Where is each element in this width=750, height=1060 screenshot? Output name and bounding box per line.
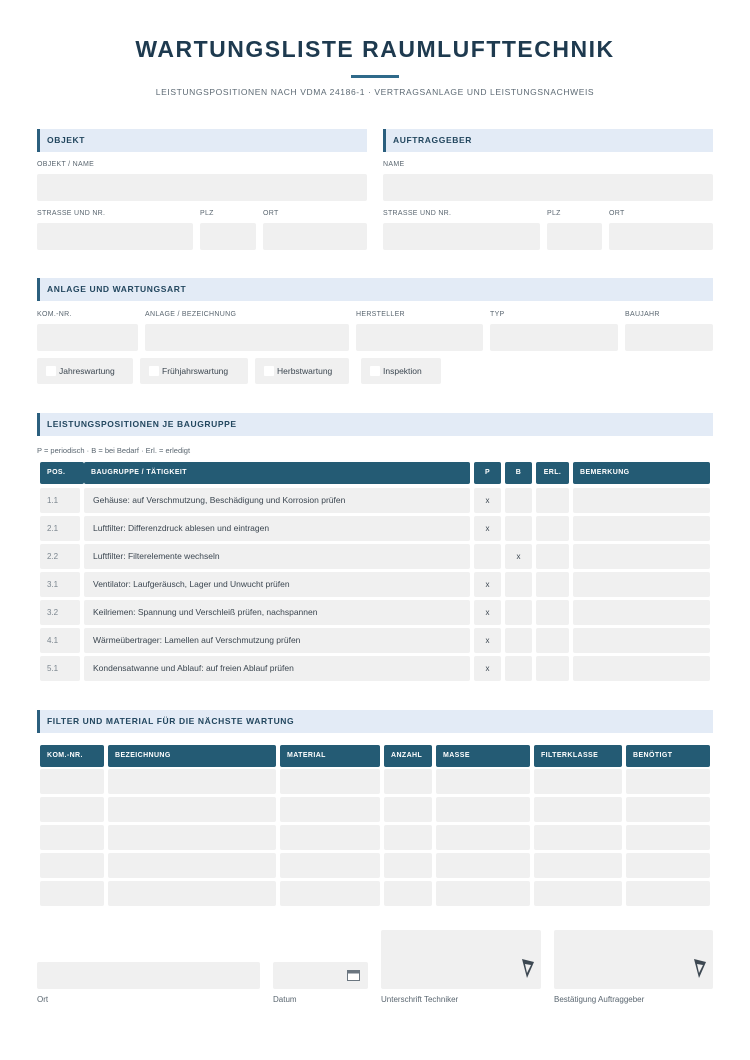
checkbox-box[interactable]: [264, 366, 274, 376]
cell-bemerkung[interactable]: [573, 572, 710, 597]
filter-cell[interactable]: [436, 881, 530, 906]
cell-erl[interactable]: [536, 488, 569, 513]
filter-cell[interactable]: [40, 797, 104, 822]
anlage-typ-field[interactable]: [490, 324, 618, 351]
cell-b: [505, 628, 532, 653]
filter-cell[interactable]: [436, 797, 530, 822]
cell-task: Ventilator: Laufgeräusch, Lager und Unwucht prüfen: [84, 572, 470, 597]
anlage-baujahr-label: BAUJAHR: [625, 311, 660, 318]
checkbox-jahreswartung[interactable]: [37, 358, 133, 384]
filter-cell[interactable]: [626, 797, 710, 822]
filter-cell[interactable]: [108, 853, 276, 878]
cell-pos: 3.1: [40, 572, 80, 597]
filter-cell[interactable]: [108, 797, 276, 822]
checkbox-label: Inspektion: [383, 366, 422, 376]
filter-cell[interactable]: [384, 881, 432, 906]
cell-erl[interactable]: [536, 628, 569, 653]
objekt-street-field[interactable]: [37, 223, 193, 250]
cell-bemerkung[interactable]: [573, 488, 710, 513]
cell-erl[interactable]: [536, 516, 569, 541]
anlage-bezeichnung-label: ANLAGE / BEZEICHNUNG: [145, 311, 237, 318]
cell-b: [505, 572, 532, 597]
auftraggeber-plz-label: PLZ: [547, 210, 561, 217]
leistung-legend: P = periodisch · B = bei Bedarf · Erl. = erledigt: [37, 446, 191, 455]
auftraggeber-name-label: NAME: [383, 161, 405, 168]
anlage-hersteller-field[interactable]: [356, 324, 483, 351]
cell-b: x: [505, 544, 532, 569]
cell-task: Wärmeübertrager: Lamellen auf Verschmutzung prüfen: [84, 628, 470, 653]
filter-cell[interactable]: [626, 825, 710, 850]
section-auftraggeber-header: AUFTRAGGEBER: [383, 129, 713, 152]
checkbox-box[interactable]: [370, 366, 380, 376]
signature-auftraggeber-field[interactable]: [554, 930, 713, 989]
anlage-bezeichnung-field[interactable]: [145, 324, 349, 351]
col-b: B: [505, 462, 532, 484]
techniker-label: Unterschrift Techniker: [381, 995, 459, 1004]
cell-task: Keilriemen: Spannung und Verschleiß prüfen, nachspannen: [84, 600, 470, 625]
col-taetigkeit: BAUGRUPPE / TÄTIGKEIT: [84, 462, 470, 484]
filter-cell[interactable]: [40, 825, 104, 850]
col-filter-benoetigt: BENÖTIGT: [626, 745, 710, 767]
section-anlage-header: ANLAGE UND WARTUNGSART: [37, 278, 713, 301]
objekt-street-label: STRASSE UND NR.: [37, 210, 106, 217]
auftraggeber-ort-label: ORT: [609, 210, 625, 217]
col-bemerkung: BEMERKUNG: [573, 462, 710, 484]
col-filter-komnr: KOM.-NR.: [40, 745, 104, 767]
auftraggeber-plz-field[interactable]: [547, 223, 602, 250]
filter-cell[interactable]: [280, 853, 380, 878]
filter-cell[interactable]: [436, 853, 530, 878]
filter-cell[interactable]: [280, 797, 380, 822]
filter-cell[interactable]: [40, 769, 104, 794]
col-p: P: [474, 462, 501, 484]
cell-bemerkung[interactable]: [573, 516, 710, 541]
filter-cell[interactable]: [108, 769, 276, 794]
filter-cell[interactable]: [626, 881, 710, 906]
cell-p: x: [474, 572, 501, 597]
anlage-typ-label: TYP: [490, 311, 505, 318]
objekt-plz-field[interactable]: [200, 223, 256, 250]
cell-erl[interactable]: [536, 544, 569, 569]
pen-icon: [521, 958, 535, 980]
auftraggeber-street-field[interactable]: [383, 223, 540, 250]
cell-b: [505, 516, 532, 541]
cell-p: [474, 544, 501, 569]
cell-erl[interactable]: [536, 572, 569, 597]
checkbox-fruehjahrswartung[interactable]: [140, 358, 248, 384]
auftraggeber-label: Bestätigung Auftraggeber: [554, 995, 645, 1004]
objekt-name-field[interactable]: [37, 174, 367, 201]
section-leistung-header: LEISTUNGSPOSITIONEN JE BAUGRUPPE: [37, 413, 713, 436]
cell-b: [505, 656, 532, 681]
checkbox-label: Jahreswartung: [59, 366, 115, 376]
anlage-komnr-field[interactable]: [37, 324, 138, 351]
ort-label: Ort: [37, 995, 49, 1004]
cell-p: x: [474, 488, 501, 513]
cell-erl[interactable]: [536, 656, 569, 681]
filter-cell[interactable]: [40, 881, 104, 906]
cell-bemerkung[interactable]: [573, 544, 710, 569]
filter-cell[interactable]: [40, 853, 104, 878]
anlage-hersteller-label: HERSTELLER: [356, 311, 405, 318]
cell-pos: 2.1: [40, 516, 80, 541]
auftraggeber-street-label: STRASSE UND NR.: [383, 210, 452, 217]
filter-cell[interactable]: [108, 881, 276, 906]
cell-task: Kondensatwanne und Ablauf: auf freien Ablauf prüfen: [84, 656, 470, 681]
filter-cell[interactable]: [626, 769, 710, 794]
auftraggeber-name-field[interactable]: [383, 174, 713, 201]
cell-pos: 1.1: [40, 488, 80, 513]
cell-bemerkung[interactable]: [573, 600, 710, 625]
cell-pos: 3.2: [40, 600, 80, 625]
cell-p: x: [474, 516, 501, 541]
section-filter-header: FILTER UND MATERIAL FÜR DIE NÄCHSTE WARTUNG: [37, 710, 713, 733]
filter-cell[interactable]: [534, 853, 622, 878]
checkbox-box[interactable]: [149, 366, 159, 376]
cell-erl[interactable]: [536, 600, 569, 625]
page-subtitle: LEISTUNGSPOSITIONEN NACH VDMA 24186-1 · VERTRAGSANLAGE UND LEISTUNGSNACHWEIS: [155, 87, 595, 97]
pen-icon: [693, 958, 707, 980]
title-underline: [351, 75, 399, 78]
cell-p: x: [474, 628, 501, 653]
col-filter-anzahl: ANZAHL: [384, 745, 432, 767]
filter-cell[interactable]: [280, 825, 380, 850]
cell-task: Luftfilter: Differenzdruck ablesen und eintragen: [84, 516, 470, 541]
col-filter-filterklasse: FILTERKLASSE: [534, 745, 622, 767]
checkbox-label: Herbstwartung: [277, 366, 333, 376]
checkbox-box[interactable]: [46, 366, 56, 376]
checkbox-inspektion[interactable]: [361, 358, 441, 384]
filter-cell[interactable]: [534, 769, 622, 794]
filter-cell[interactable]: [436, 825, 530, 850]
anlage-komnr-label: KOM.-NR.: [37, 311, 72, 318]
datum-label: Datum: [273, 995, 297, 1004]
checkbox-label: Frühjahrswartung: [162, 366, 229, 376]
checkbox-herbstwartung[interactable]: [255, 358, 349, 384]
objekt-ort-field[interactable]: [263, 223, 367, 250]
datum-field[interactable]: [273, 962, 368, 989]
signature-techniker-field[interactable]: [381, 930, 541, 989]
col-filter-bezeichnung: BEZEICHNUNG: [108, 745, 276, 767]
section-objekt-header: OBJEKT: [37, 129, 367, 152]
filter-cell[interactable]: [534, 825, 622, 850]
col-filter-material: MATERIAL: [280, 745, 380, 767]
objekt-ort-label: ORT: [263, 210, 279, 217]
cell-b: [505, 600, 532, 625]
cell-p: x: [474, 656, 501, 681]
cell-task: Luftfilter: Filterelemente wechseln: [84, 544, 470, 569]
cell-b: [505, 488, 532, 513]
filter-cell[interactable]: [384, 769, 432, 794]
cell-pos: 2.2: [40, 544, 80, 569]
ort-field[interactable]: [37, 962, 260, 989]
filter-cell[interactable]: [534, 881, 622, 906]
auftraggeber-ort-field[interactable]: [609, 223, 713, 250]
objekt-plz-label: PLZ: [200, 210, 214, 217]
cell-pos: 4.1: [40, 628, 80, 653]
filter-cell[interactable]: [108, 825, 276, 850]
filter-cell[interactable]: [384, 825, 432, 850]
cell-task: Gehäuse: auf Verschmutzung, Beschädigung und Korrosion prüfen: [84, 488, 470, 513]
cell-pos: 5.1: [40, 656, 80, 681]
filter-cell[interactable]: [534, 797, 622, 822]
filter-cell[interactable]: [436, 769, 530, 794]
objekt-name-label: OBJEKT / NAME: [37, 161, 95, 168]
filter-cell[interactable]: [280, 881, 380, 906]
anlage-baujahr-field[interactable]: [625, 324, 713, 351]
cell-bemerkung[interactable]: [573, 656, 710, 681]
cell-bemerkung[interactable]: [573, 628, 710, 653]
filter-cell[interactable]: [384, 853, 432, 878]
filter-cell[interactable]: [280, 769, 380, 794]
col-pos: POS.: [40, 462, 84, 484]
calendar-icon[interactable]: [347, 970, 360, 981]
cell-p: x: [474, 600, 501, 625]
filter-cell[interactable]: [626, 853, 710, 878]
col-filter-masse: MASSE: [436, 745, 530, 767]
filter-cell[interactable]: [384, 797, 432, 822]
page-title: WARTUNGSLISTE RAUMLUFTTECHNIK: [135, 36, 615, 62]
col-erl: ERL.: [536, 462, 569, 484]
